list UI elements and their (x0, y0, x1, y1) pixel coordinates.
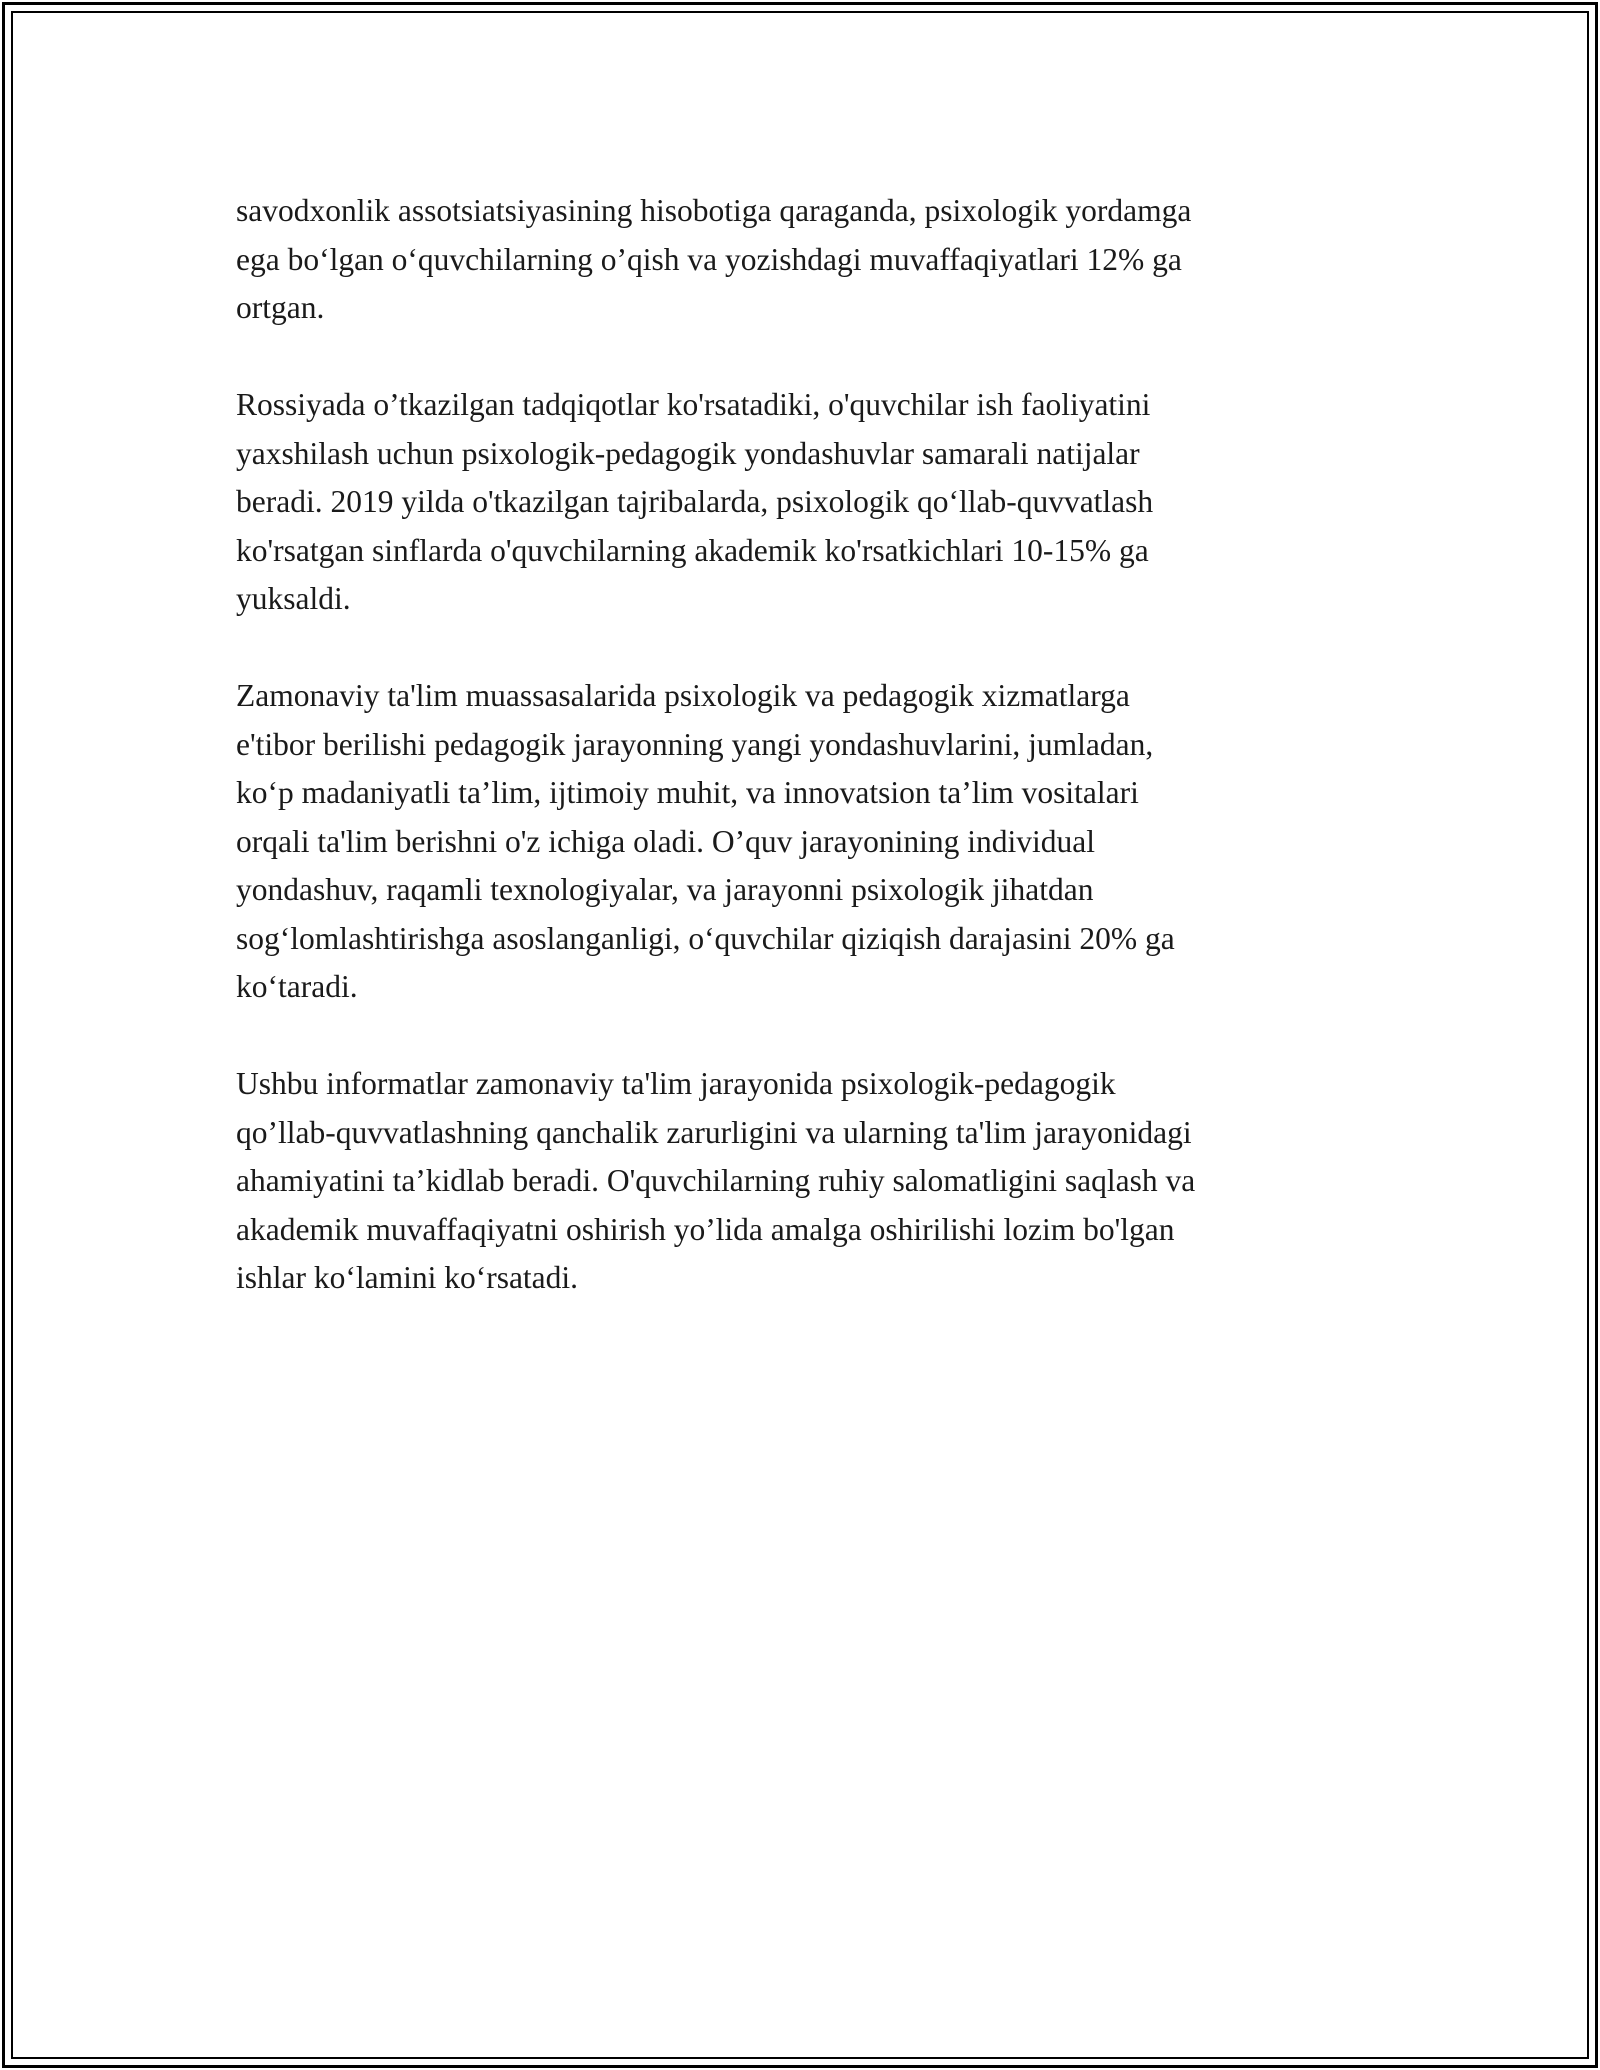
paragraph-4: Ushbu informatlar zamonaviy ta'lim jarayonida psixologik-pedagogik qo’llab-quvvatlashning qanchalik zarurligini va ularning ta'lim jarayonidagi ahamiyatini ta’kidlab beradi. O'quvchilarning ruhiy salomatligini saqlash va akademik muvaffaqiyatni oshirish yo’lida amalga oshirilishi lozim bo'lgan ishlar ko‘lamini ko‘rsatadi. (236, 1066, 1196, 1295)
paragraph-3: Zamonaviy ta'lim muassasalarida psixologik va pedagogik xizmatlarga e'tibor berilishi pedagogik jarayonning yangi yondashuvlarini, jumladan, ko‘p madaniyatli ta’lim, ijtimoiy muhit, va innovatsion ta’lim vositalari orqali ta'lim berishni o'z ichiga oladi. O’quv jarayonining individual yondashuv, raqamli texnologiyalar, va jarayonni psixologik jihatdan sog‘lomlashtirishga asoslanganligi, o‘quvchilar qiziqish darajasini 20% ga ko‘taradi. (236, 678, 1175, 1004)
paragraph-1: savodxonlik assotsiatsiyasining hisobotiga qaraganda, psixologik yordamga ega bo‘lgan o‘quvchilarning o’qish va yozishdagi muvaffaqiyatlari 12% ga ortgan. (236, 193, 1192, 325)
document-body (236, 187, 1366, 1351)
paragraph-2: Rossiyada o’tkazilgan tadqiqotlar ko'rsatadiki, o'quvchilar ish faoliyatini yaxshilash uchun psixologik-pedagogik yondashuvlar samarali natijalar beradi. 2019 yilda o'tkazilgan tajribalarda, psixologik qo‘llab-quvvatlash ko'rsatgan sinflarda o'quvchilarning akademik ko'rsatkichlari 10-15% ga yuksaldi. (236, 387, 1154, 616)
